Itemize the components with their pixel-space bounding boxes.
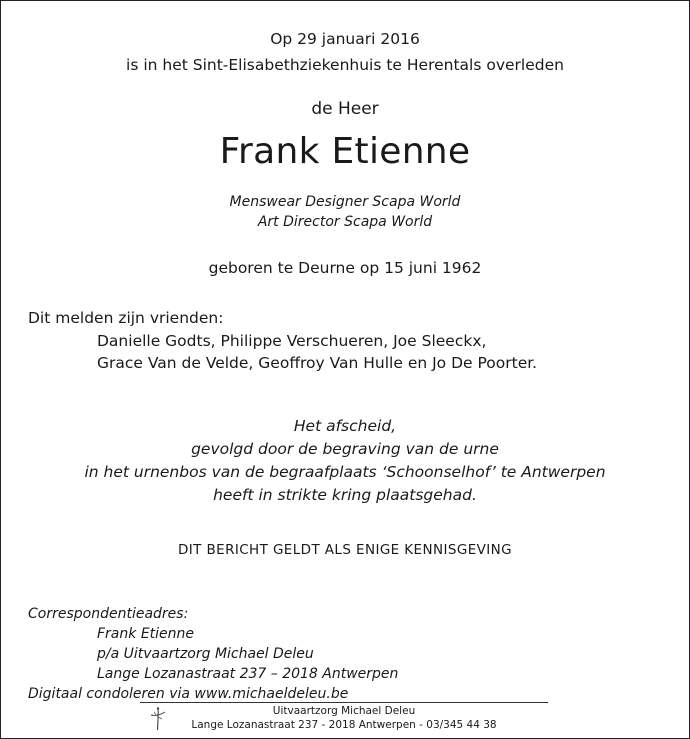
condolence-line: Digitaal condoleren via www.michaeldeleu.be bbox=[28, 686, 349, 702]
farewell-text bbox=[0, 415, 690, 507]
announcement-label: Dit melden zijn vrienden: bbox=[28, 309, 224, 327]
intro-date-line: Op 29 januari 2016 bbox=[270, 30, 420, 48]
notice: DIT BERICHT GELDT ALS ENIGE KENNISGEVING bbox=[177, 542, 513, 558]
intro-place-line: is in het Sint-Elisabethziekenhuis te Herentals overleden bbox=[126, 56, 564, 74]
friends-line: Danielle Godts, Philippe Verschueren, Joe Sleeckx, bbox=[97, 332, 487, 350]
farewell-line: in het urnenbos van de begraafplaats ‘Schoonselhof’ te Antwerpen bbox=[84, 463, 606, 481]
friends-list bbox=[97, 330, 537, 374]
correspondence bbox=[28, 604, 398, 704]
footer bbox=[140, 704, 548, 732]
footer-address: Lange Lozanastraat 237 - 2018 Antwerpen - 03/345 44 38 bbox=[191, 719, 497, 731]
friends-line: Grace Van de Velde, Geoffroy Van Hulle en Jo De Poorter. bbox=[97, 354, 538, 372]
footer-divider bbox=[140, 702, 548, 703]
footer-company: Uitvaartzorg Michael Deleu bbox=[272, 705, 416, 717]
farewell-line: Het afscheid, bbox=[293, 417, 397, 435]
birth-line: geboren te Deurne op 15 juni 1962 bbox=[208, 259, 482, 277]
farewell-line: heeft in strikte kring plaatsgehad. bbox=[213, 486, 477, 504]
farewell-line: gevolgd door de begraving van de urne bbox=[191, 440, 499, 458]
intro bbox=[0, 26, 690, 78]
honorific: de Heer bbox=[311, 99, 379, 119]
correspondence-line: p/a Uitvaartzorg Michael Deleu bbox=[97, 646, 314, 662]
roles bbox=[0, 192, 690, 232]
role-line: Art Director Scapa World bbox=[257, 214, 433, 230]
role-line: Menswear Designer Scapa World bbox=[229, 194, 461, 210]
deceased-name: Frank Etienne bbox=[219, 131, 471, 172]
correspondence-line: Frank Etienne bbox=[97, 626, 195, 642]
correspondence-label: Correspondentieadres: bbox=[28, 606, 189, 622]
correspondence-line: Lange Lozanastraat 237 – 2018 Antwerpen bbox=[97, 666, 399, 682]
